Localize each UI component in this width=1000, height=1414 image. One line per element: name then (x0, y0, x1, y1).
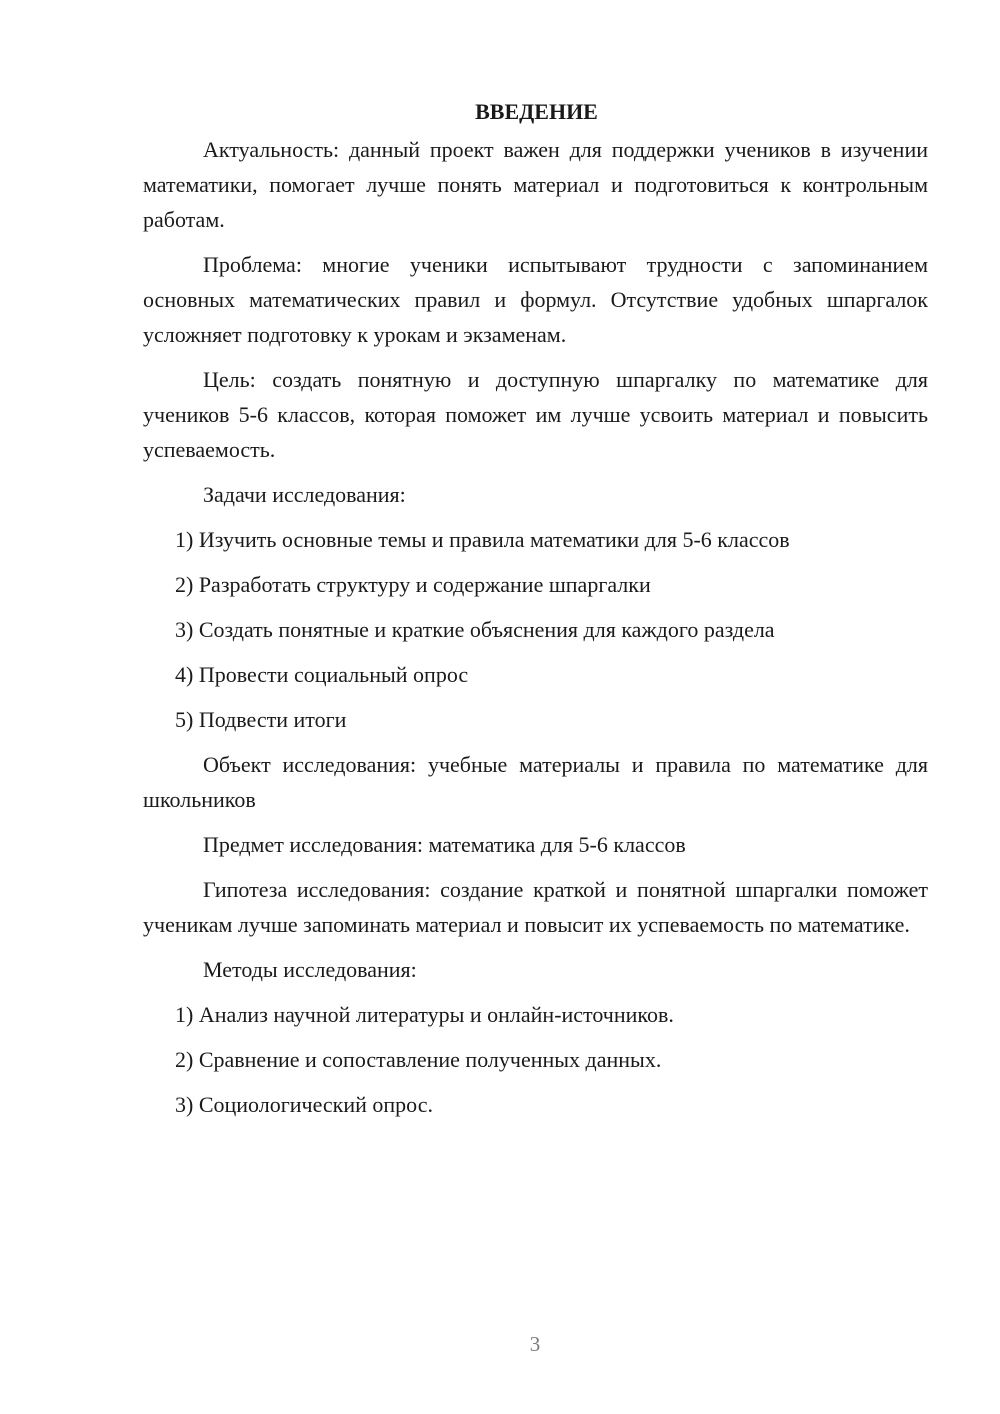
subject-paragraph: Предмет исследования: математика для 5-6 классов (203, 832, 686, 857)
task-item: 5) Подвести итоги (175, 707, 347, 732)
method-item: 1) Анализ научной литературы и онлайн-источников. (175, 1002, 674, 1027)
relevance-paragraph: Актуальность: данный проект важен для поддержки учеников в изучении математики, помогает лучше понять материал и подготовиться к контрольным работам. (143, 137, 928, 232)
method-item: 2) Сравнение и сопоставление полученных данных. (175, 1047, 662, 1072)
task-item: 4) Провести социальный опрос (175, 662, 469, 687)
methods-heading: Методы исследования: (203, 957, 417, 982)
task-item: 3) Создать понятные и краткие объяснения для каждого раздела (175, 617, 775, 642)
tasks-heading: Задачи исследования: (203, 482, 406, 507)
methods-list (143, 997, 928, 1122)
hypothesis-paragraph: Гипотеза исследования: создание краткой и понятной шпаргалки поможет ученикам лучше запоминать материал и повысит их успеваемость по математике. (143, 877, 928, 937)
problem-paragraph: Проблема: многие ученики испытывают трудности с запоминанием основных математических правил и формул. Отсутствие удобных шпаргалок усложняет подготовку к урокам и экзаменам. (143, 252, 928, 347)
page-content (143, 94, 928, 1132)
goal-paragraph: Цель: создать понятную и доступную шпаргалку по математике для учеников 5-6 классов, которая поможет им лучше усвоить материал и повысить успеваемость. (143, 367, 928, 462)
task-item: 1) Изучить основные темы и правила математики для 5-6 классов (175, 527, 790, 552)
tasks-list (143, 522, 928, 737)
object-paragraph: Объект исследования: учебные материалы и правила по математике для школьников (143, 752, 928, 812)
task-item: 2) Разработать структуру и содержание шпаргалки (175, 572, 651, 597)
section-title: ВВЕДЕНИЕ (475, 99, 598, 124)
method-item: 3) Социологический опрос. (175, 1092, 433, 1117)
page-number: 3 (529, 1332, 541, 1356)
